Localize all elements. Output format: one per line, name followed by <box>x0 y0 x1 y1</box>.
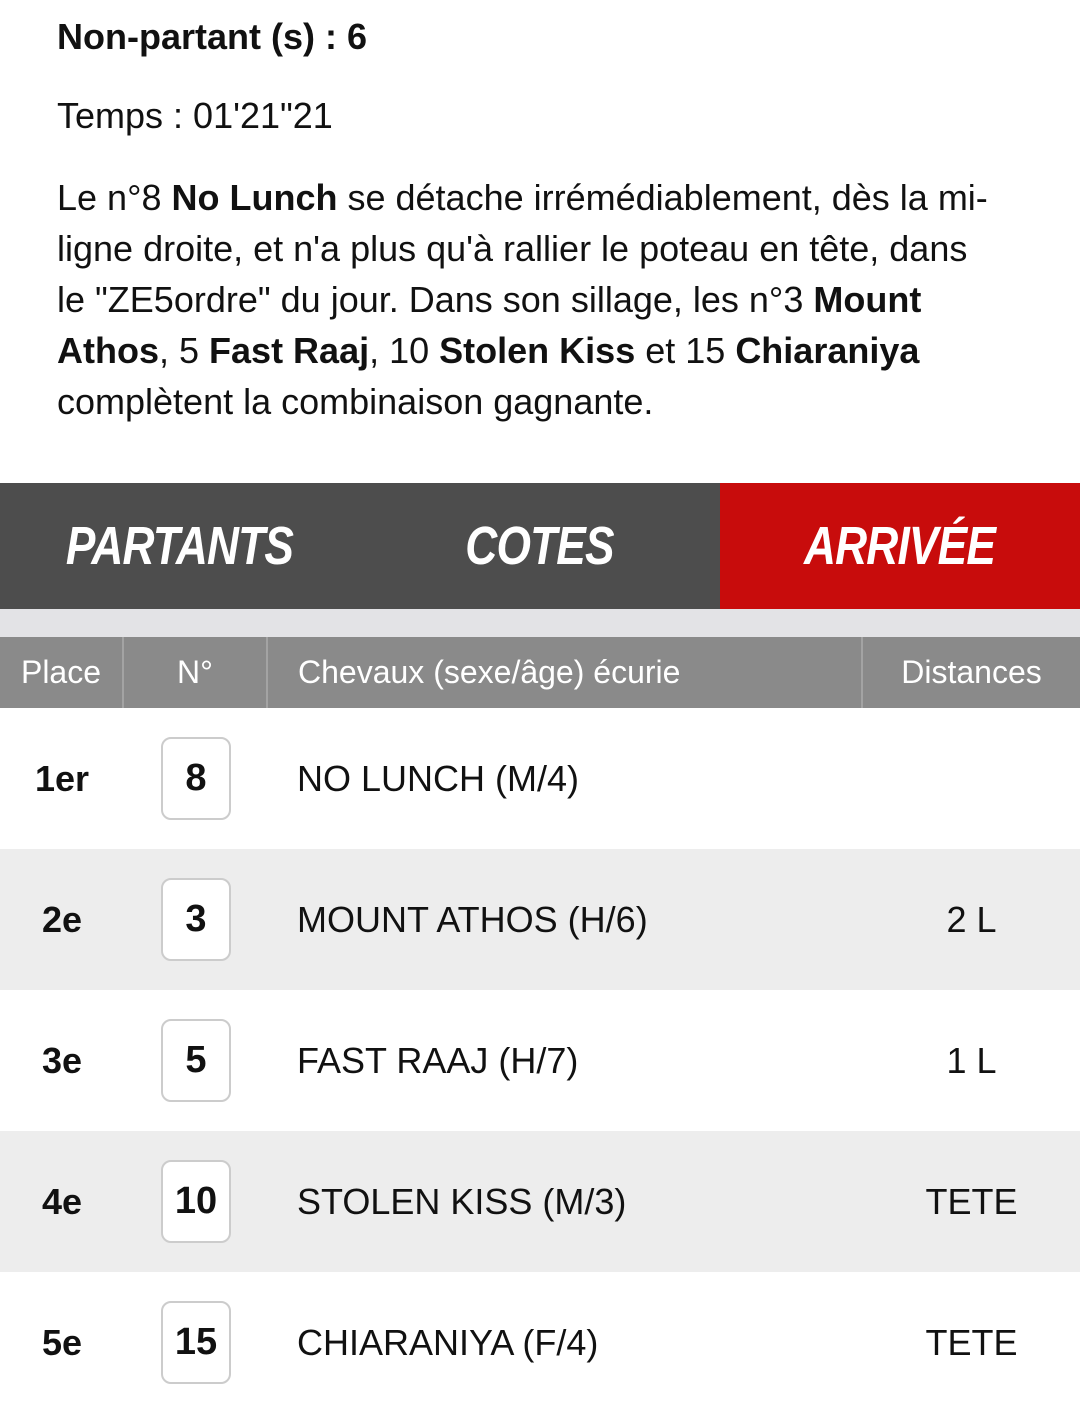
summary-text: se détache irrémédiablement, dès la mi- <box>337 177 988 218</box>
horse-number-badge: 3 <box>161 878 231 961</box>
row-number-cell <box>124 990 268 1131</box>
summary-horse-name: Stolen Kiss <box>439 330 636 371</box>
row-distance <box>863 708 1080 849</box>
row-number-cell <box>124 708 268 849</box>
row-horse-name: MOUNT ATHOS (H/6) <box>297 898 648 940</box>
tab-arrivee-label: ARRIVÉE <box>804 516 996 576</box>
summary-line-1 <box>57 172 1057 223</box>
horse-number-badge: 15 <box>161 1301 231 1384</box>
tab-cotes-label: COTES <box>465 516 615 576</box>
header-distance: Distances <box>901 654 1042 690</box>
header-horse: Chevaux (sexe/âge) écurie <box>268 637 863 708</box>
row-place: 3e <box>41 1039 83 1081</box>
table-row[interactable] <box>0 1272 1080 1402</box>
summary-text: , 5 <box>159 330 210 371</box>
summary-text: Le n°8 <box>57 177 172 218</box>
row-number-cell <box>124 1272 268 1402</box>
summary-text: ligne droite, et n'a plus qu'à rallier le poteau en tête, dans <box>57 228 968 269</box>
row-distance: TETE <box>925 1321 1018 1363</box>
row-place: 1er <box>34 757 90 799</box>
row-place: 5e <box>41 1321 83 1363</box>
race-summary <box>57 172 1057 427</box>
race-time-value: 01'21"21 <box>193 95 333 136</box>
row-distance: TETE <box>925 1180 1018 1222</box>
horse-number-badge: 10 <box>161 1160 231 1243</box>
row-horse-name: FAST RAAJ (H/7) <box>297 1039 579 1081</box>
table-row[interactable] <box>0 708 1080 849</box>
summary-horse-name: Athos <box>57 330 159 371</box>
row-horse-name: NO LUNCH (M/4) <box>297 757 580 799</box>
tab-arrivee[interactable] <box>720 483 1080 609</box>
non-partants-line <box>57 16 367 58</box>
tabs-separator <box>0 609 1080 637</box>
summary-line-4 <box>57 325 1057 376</box>
row-place: 2e <box>41 898 83 940</box>
non-partants-value: 6 <box>346 16 367 57</box>
results-table-body <box>0 708 1080 1402</box>
row-number-cell <box>124 1131 268 1272</box>
summary-text: , 10 <box>369 330 440 371</box>
row-distance: 1 L <box>946 1039 997 1081</box>
header-place: Place <box>0 637 124 708</box>
summary-line-3 <box>57 274 1057 325</box>
table-row[interactable] <box>0 849 1080 990</box>
summary-horse-name: No Lunch <box>171 177 338 218</box>
race-time-line <box>57 95 333 137</box>
summary-text: et 15 <box>635 330 736 371</box>
summary-horse-name: Mount <box>813 279 922 320</box>
race-time-label: Temps : <box>57 95 194 136</box>
horse-number-badge: 8 <box>161 737 231 820</box>
row-horse-name: STOLEN KISS (M/3) <box>297 1180 627 1222</box>
summary-horse-name: Chiaraniya <box>735 330 920 371</box>
summary-text: complètent la combinaison gagnante. <box>57 381 654 422</box>
row-place: 4e <box>41 1180 83 1222</box>
table-row[interactable] <box>0 1131 1080 1272</box>
summary-horse-name: Fast Raaj <box>209 330 370 371</box>
tab-cotes[interactable] <box>360 483 720 609</box>
non-partants-label: Non-partant (s) : <box>57 16 347 57</box>
row-horse-name: CHIARANIYA (F/4) <box>297 1321 599 1363</box>
summary-text: le "ZE5ordre" du jour. Dans son sillage, les n°3 <box>57 279 814 320</box>
tab-partants[interactable] <box>0 483 360 609</box>
summary-line-2 <box>57 223 1057 274</box>
tab-partants-label: PARTANTS <box>66 516 294 576</box>
summary-line-5 <box>57 376 1057 427</box>
row-distance: 2 L <box>946 898 997 940</box>
results-table-header <box>0 637 1080 708</box>
table-row[interactable] <box>0 990 1080 1131</box>
horse-number-badge: 5 <box>161 1019 231 1102</box>
race-tabs <box>0 483 1080 609</box>
header-number: N° <box>124 637 268 708</box>
row-number-cell <box>124 849 268 990</box>
